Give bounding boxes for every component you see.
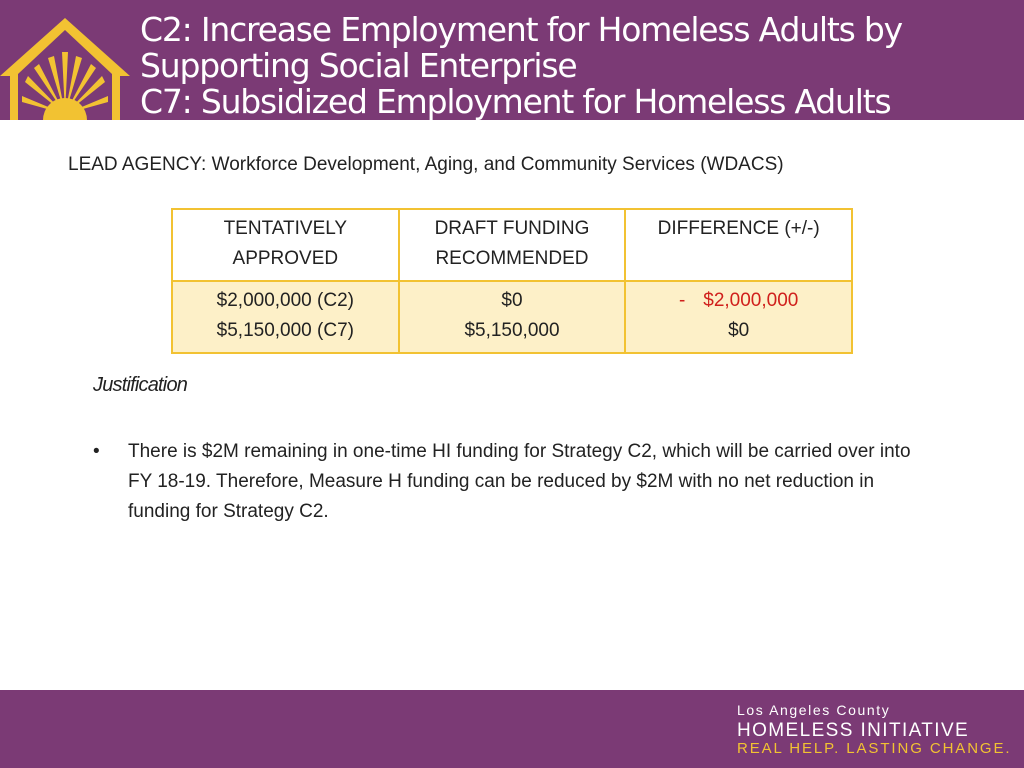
difference-c7: $0 <box>728 320 750 341</box>
title-line-3: C7: Subsidized Employment for Homeless Adults <box>140 82 891 120</box>
org-name-line-2: HOMELESS INITIATIVE <box>737 720 970 741</box>
org-tagline: REAL HELP. LASTING CHANGE. <box>737 740 1012 757</box>
header-difference <box>625 209 852 281</box>
header-line: RECOMMENDED <box>435 248 589 269</box>
title-line-1: C2: Increase Employment for Homeless Adults by <box>140 10 903 49</box>
negative-value: $2,000,000 <box>703 290 799 311</box>
header-line: TENTATIVELY <box>223 218 348 239</box>
cell-tentatively-approved <box>172 281 399 353</box>
title-line-2: Supporting Social Enterprise <box>140 46 577 85</box>
sunburst-house-logo-icon <box>0 14 130 120</box>
cell-value: $0 <box>501 290 523 311</box>
justification-heading: Justification <box>93 374 188 396</box>
bullet-icon: • <box>93 441 100 462</box>
org-name-line-1: Los Angeles County <box>737 702 891 718</box>
header-line: DIFFERENCE (+/-) <box>657 218 820 239</box>
slide-footer <box>0 690 1024 768</box>
slide-header <box>0 0 1024 120</box>
header-line: APPROVED <box>232 248 339 269</box>
header-line: DRAFT FUNDING <box>434 218 590 239</box>
funding-table <box>171 208 853 354</box>
cell-value: $5,150,000 (C7) <box>216 320 354 341</box>
lead-agency: LEAD AGENCY: Workforce Development, Aging, and Community Services (WDACS) <box>68 154 784 175</box>
header-draft-funding <box>399 209 626 281</box>
cell-value: $2,000,000 (C2) <box>216 290 354 311</box>
cell-value: $5,150,000 <box>464 320 560 341</box>
cell-difference <box>625 281 852 353</box>
difference-c2 <box>632 286 845 316</box>
header-tentatively-approved <box>172 209 399 281</box>
bullet-text: There is $2M remaining in one-time HI funding for Strategy C2, which will be carried over into FY 18-19. Therefore, Measure H funding can be reduced by $2M with no net reduction in funding for Strategy C2. <box>128 441 911 522</box>
slide-title <box>140 12 1020 120</box>
table-header-row <box>172 209 852 281</box>
table-row <box>172 281 852 353</box>
cell-draft-funding <box>399 281 626 353</box>
negative-sign: - <box>678 290 686 311</box>
